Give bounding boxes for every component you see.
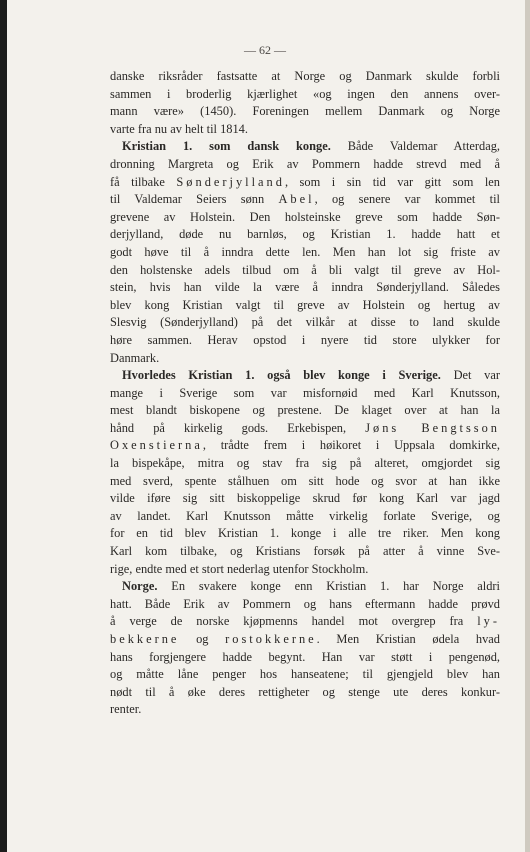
text-line — [110, 455, 500, 473]
section-heading: Norge. — [122, 579, 158, 594]
text-line — [110, 631, 500, 649]
text-run: høre sammen. Herav opstod i nyere tid store ulykker for — [110, 332, 500, 347]
text-line — [110, 437, 500, 455]
text-run: av landet. Karl Knutsson måtte virkelig forlate Sverige, og — [110, 508, 500, 523]
text-line — [110, 103, 500, 121]
text-run: mest blandt biskopene og prestene. De klaget over at han la — [110, 403, 500, 418]
text-line — [110, 244, 500, 262]
text-run: stein, hvis han vilde la være å inndra Sønderjylland. Således — [110, 280, 500, 295]
text-run: varte fra nu av helt til 1814. — [110, 121, 248, 136]
text-line — [110, 385, 500, 403]
text-run: mann være» (1450). Foreningen mellem Danmark og Norge — [110, 104, 500, 119]
text-run: derjylland, døde nu barnløs, og Kristian 1. hadde hatt et — [110, 227, 500, 242]
text-run: , og senere var kommet til — [314, 192, 500, 207]
text-run: Slesvig (Sønderjylland) på det vilkår at disse to land skulde — [110, 315, 500, 330]
text-run: og måtte låne penger hos hanseatene; til gjengjeld blev han — [110, 667, 500, 682]
paragraph-start-line — [110, 578, 500, 596]
text-run: grevene av Holstein. Den holsteinske greve som hadde Søn- — [110, 209, 500, 224]
text-line — [110, 209, 500, 227]
text-line — [110, 543, 500, 561]
text-run: hånd på kirkelig gods. Erkebispen, — [110, 420, 366, 435]
page-number: — 62 — — [244, 43, 286, 57]
text-run: Danmark. — [110, 350, 160, 365]
paragraph-start-line — [110, 367, 500, 385]
text-run: nødt til å øke deres rettigheter og stenge ute deres konkur- — [110, 684, 500, 699]
text-run: sammen i broderlig kjærlighet «og ingen den annens over- — [110, 86, 500, 101]
text-line — [110, 121, 500, 139]
body-text — [110, 68, 500, 719]
text-run: Både Valdemar Atterdag, — [330, 139, 500, 154]
text-line — [110, 314, 500, 332]
text-run: få tilbake — [110, 174, 177, 189]
text-line — [110, 561, 500, 579]
text-run: Karl kom tilbake, og Kristians forsøk på atter å vinne Sve- — [110, 544, 500, 559]
text-line — [110, 666, 500, 684]
text-line — [110, 649, 500, 667]
text-run: og — [179, 632, 226, 646]
text-run: Det var — [440, 368, 500, 383]
text-run: hatt. Både Erik av Pommern og hans eftermann hadde prøvd — [110, 596, 500, 611]
text-line — [110, 226, 500, 244]
spaced-emphasis: Jøns Bengtsson — [365, 420, 500, 435]
text-run: mange i Sverige som var misfornøid med Karl Knutsson, — [110, 385, 500, 400]
text-run: den holstenske adels tilbud om å bli valgt til greve av Hol- — [110, 262, 500, 277]
text-run: . Men Kristian ødela hvad — [316, 632, 500, 646]
text-line — [110, 350, 500, 368]
spaced-emphasis: bekkerne — [110, 632, 180, 646]
text-run: til Valdemar Seiers sønn — [110, 192, 279, 207]
text-run: med sverd, spente stålhuen om sitt hode og svor at han ikke — [110, 473, 500, 488]
text-line — [110, 701, 500, 719]
text-line — [110, 262, 500, 280]
text-line — [110, 297, 500, 315]
text-run: blev kong Kristian valgt til greve av Holstein og hertug av — [110, 297, 500, 312]
text-run: å verge de norske kjøpmenns handel mot overgrep fra — [110, 614, 478, 629]
text-run: , som i sin tid var gitt som len — [284, 174, 501, 189]
section-heading: Kristian 1. som dansk konge. — [122, 139, 331, 154]
text-line — [110, 490, 500, 508]
spaced-emphasis: Oxenstierna — [110, 438, 203, 453]
text-run: la bispekåpe, mitra og stav fra sig på alteret, omgjordet sig — [110, 456, 500, 471]
text-run: vilde iføre sig sitt biskoppelige skrud før kong Karl var jagd — [110, 491, 500, 506]
scan-edge-right — [525, 0, 530, 852]
text-run: dronning Margreta og Erik av Pommern hadde strevd med å — [110, 156, 500, 171]
text-line — [110, 191, 500, 209]
text-line — [110, 402, 500, 420]
paragraph-start-line — [110, 138, 500, 156]
text-run: renter. — [110, 702, 142, 717]
spaced-emphasis: Sønderjylland — [176, 174, 285, 189]
text-line — [110, 68, 500, 86]
text-line — [110, 174, 500, 192]
spaced-emphasis: Abel — [278, 192, 315, 207]
text-run: En svakere konge enn Kristian 1. har Norge aldri — [157, 579, 500, 594]
text-line — [110, 596, 500, 614]
spaced-emphasis: ly- — [477, 614, 500, 629]
text-line — [110, 279, 500, 297]
section-heading: Hvorledes Kristian 1. også blev konge i Sverige. — [122, 368, 441, 383]
text-line — [110, 420, 500, 438]
text-line — [110, 156, 500, 174]
text-line — [110, 332, 500, 350]
scan-edge-left — [0, 0, 7, 852]
text-line — [110, 525, 500, 543]
text-line — [110, 473, 500, 491]
text-run: hans forgjengere hadde begynt. Han var støtt i pengenød, — [110, 649, 500, 664]
text-line — [110, 684, 500, 702]
text-line — [110, 508, 500, 526]
text-run: rige, endte med et stort nederlag utenfor Stockholm. — [110, 561, 369, 576]
text-run: for en tid blev Kristian 1. konge i alle tre riker. Men kong — [110, 526, 500, 541]
text-run: godt høve til å inndra dette len. Men han lot sig friste av — [110, 244, 500, 259]
text-line — [110, 613, 500, 631]
text-run: , trådte frem i høikoret i Uppsala domkirke, — [202, 438, 500, 453]
text-run: danske riksråder fastsatte at Norge og Danmark skulde forbli — [110, 69, 500, 83]
spaced-emphasis: rostokkerne — [225, 632, 317, 646]
text-line — [110, 86, 500, 104]
